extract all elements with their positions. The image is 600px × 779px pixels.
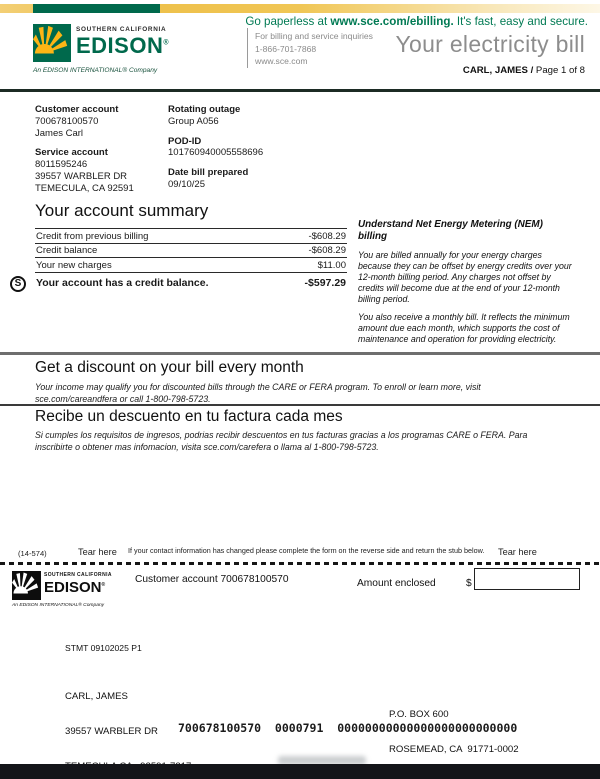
credit-balance-total-row (14, 273, 347, 289)
page-title: Your electricity bill (395, 31, 585, 57)
stub-brand-name (44, 580, 112, 595)
paperless-suffix: It's fast, easy and secure. (453, 15, 588, 28)
table-row (35, 244, 347, 259)
form-code: (14-574) (18, 549, 47, 558)
service-account-label: Service account (35, 147, 108, 159)
bottom-dark-bar (0, 764, 600, 779)
top-accent-bar (0, 4, 600, 13)
remit-line: ROSEMEAD, CA 91771-0002 (389, 743, 519, 755)
row-label: Credit from previous billing (36, 230, 149, 242)
row-amount: $11.00 (317, 259, 346, 271)
brand-reg-mark: ® (163, 40, 170, 48)
account-summary-table (14, 228, 347, 289)
customer-name: James Carl (35, 127, 84, 139)
service-address-line2: TEMECULA, CA 92591 (35, 182, 134, 194)
brand-text (76, 27, 169, 57)
amount-enclosed-label: Amount enclosed (357, 578, 436, 589)
brand-region: SOUTHERN CALIFORNIA (76, 26, 167, 33)
date-prepared-label: Date bill prepared (168, 167, 249, 179)
remit-line: P.O. BOX 600 (389, 709, 449, 721)
pod-id-label: POD-ID (168, 135, 202, 147)
paperless-prefix: Go paperless at (245, 15, 331, 28)
customer-page-info (463, 65, 585, 76)
account-summary-title: Your account summary (35, 201, 209, 220)
customer-account-group (35, 104, 165, 139)
row-amount: -$608.29 (308, 245, 346, 256)
brand-company-line: An EDISON INTERNATIONAL® Company (33, 67, 158, 74)
discount-body-english: Your income may qualify you for discounted bills through the CARE or FERA program. To enroll or learn more, visit sce.com/careandfera or call 1-800-798-5723. (35, 382, 481, 404)
nem-paragraph-2: You also receive a monthly bill. It reflects the minimum amount due each month, which supports the cost of maintenance and operation for providing electricity. (358, 312, 570, 345)
amount-enclosed-field[interactable] (474, 568, 580, 590)
header-rule (0, 89, 600, 92)
contact-website: www.sce.com (255, 56, 308, 66)
pod-id-value: 101760940005558696 (168, 147, 264, 159)
discount-title-english: Get a discount on your bill every month (35, 359, 304, 376)
nem-title: Understand Net Energy Metering (NEM) billing (358, 219, 543, 242)
stub-sce-logo-sunburst-icon (12, 571, 41, 600)
section-rule (0, 404, 600, 406)
service-address-line1: 39557 WARBLER DR (35, 170, 128, 182)
account-info-right (168, 104, 348, 199)
discount-title-spanish: Recibe un descuento en tu factura cada mes (35, 408, 343, 425)
stub-brand-reg-mark: ® (101, 581, 106, 588)
total-amount: -$597.29 (304, 276, 346, 289)
statement-code: STMT 09102025 P1 (65, 643, 142, 653)
rotating-outage-group (168, 104, 348, 128)
table-row (35, 258, 347, 273)
contact-line: For billing and service inquiries (255, 31, 373, 41)
sce-logo-sunburst-icon (33, 24, 71, 62)
table-row (35, 229, 347, 244)
section-rule (0, 352, 600, 355)
currency-symbol: $ (466, 578, 472, 589)
credit-balance-icon: S (10, 276, 26, 292)
brand-name (76, 35, 169, 57)
customer-name: CARL, JAMES / (462, 65, 536, 76)
tear-instruction: If your contact information has changed please complete the form on the reverse side and return the stub below. (128, 546, 485, 555)
pod-id-group (168, 136, 348, 160)
rotating-outage-value: Group A056 (168, 115, 219, 127)
stub-brand-text (44, 573, 112, 595)
page-number: Page 1 of 8 (535, 65, 585, 76)
date-prepared-value: 09/10/25 (168, 178, 205, 190)
stub-brand-region: SOUTHERN CALIFORNIA (44, 572, 112, 578)
discount-body-spanish: Si cumples los requisitos de ingresos, podrias recibir descuentos en tus facturas gracias a los programas CARE o FERA. Para inscribirte o obtener mas infomacion, visita sce.com/carefera o llama al 1-800-798-5723. (35, 430, 528, 452)
date-prepared-group (168, 167, 348, 191)
customer-account-label: Customer account (35, 104, 119, 115)
mail-line: 39557 WARBLER DR (65, 725, 158, 737)
tear-dashed-line (0, 562, 600, 565)
row-amount: -$608.29 (308, 230, 346, 242)
brand-name-text: EDISON (76, 33, 164, 59)
billing-contact-info (255, 30, 373, 68)
service-account-group (35, 147, 165, 194)
customer-account-number: 700678100570 (35, 115, 99, 127)
paperless-url: www.sce.com/ebilling. (330, 15, 454, 28)
row-label: Your new charges (36, 259, 112, 271)
stub-customer-account: Customer account 700678100570 (135, 574, 289, 585)
top-accent-green-segment (33, 4, 160, 13)
stub-brand-company-line: An EDISON INTERNATIONAL® Company (12, 603, 105, 608)
nem-info-panel (358, 219, 572, 346)
ocr-scan-line: 700678100570 0000791 00000000000000000000000000 (178, 721, 518, 735)
row-label: Credit balance (36, 245, 98, 256)
total-label: Your account has a credit balance. (36, 276, 209, 289)
account-info-left (35, 104, 165, 203)
service-account-number: 8011595246 (35, 159, 88, 171)
rotating-outage-label: Rotating outage (168, 104, 241, 115)
stub-brand-name-text: EDISON (44, 578, 102, 596)
paperless-banner (245, 15, 588, 28)
mailing-address (65, 668, 191, 779)
tear-here-right: Tear here (498, 547, 537, 557)
mail-line: CARL, JAMES (65, 691, 128, 703)
nem-paragraph-1: You are billed annually for your energy charges because they can be offset by energy credits over your 12-month billing period. Any charges not offset by credits will become due at the end of your 12-month billing period. (358, 249, 572, 305)
tear-here-left: Tear here (78, 547, 117, 557)
header-vertical-divider (247, 28, 248, 68)
contact-phone: 1-866-701-7868 (255, 43, 317, 54)
